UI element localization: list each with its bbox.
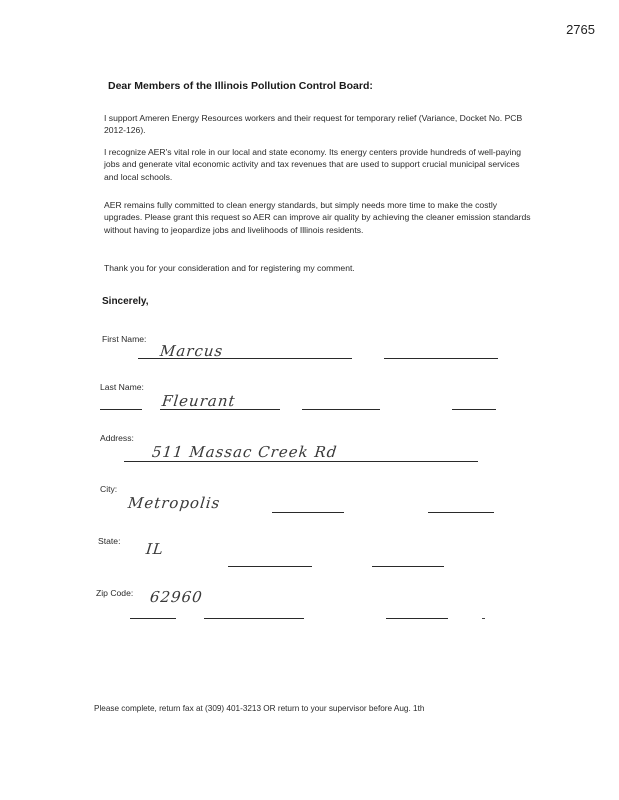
city-line-extra (428, 512, 494, 513)
paragraph-recognize: I recognize AER's vital role in our local and state economy. Its energy centers provide hundreds of well-paying jobs and generate vital economic activity and tax revenues that are used to support crucial municipal services and local schools. (104, 147, 522, 182)
state-value[interactable]: IL (145, 540, 165, 558)
paragraph-commitment: AER remains fully committed to clean energy standards, but simply needs more time to make the costly upgrades. Please grant this request so AER can improve air quality by achieving the cleaner emission standards without having to jeopardize jobs and livelihoods of Illinois residents. (104, 200, 531, 235)
state-line (228, 566, 312, 567)
city-line (272, 512, 344, 513)
scan-mark (482, 618, 485, 619)
state-line-extra (372, 566, 444, 567)
address-value[interactable]: 511 Massac Creek Rd (151, 443, 339, 461)
last-name-line (160, 409, 280, 410)
city-label: City: (100, 484, 118, 494)
state-label: State: (98, 536, 121, 546)
zip-line (204, 618, 304, 619)
first-name-line-extra (384, 358, 498, 359)
last-name-line-end (452, 409, 496, 410)
zip-line-lead (130, 618, 176, 619)
last-name-line-lead (100, 409, 142, 410)
last-name-value[interactable]: Fleurant (161, 392, 237, 410)
footer-instructions: Please complete, return fax at (309) 401-3213 OR return to your supervisor before Aug. 1th (94, 704, 425, 713)
paragraph-support: I support Ameren Energy Resources workers and their request for temporary relief (Variance, Docket No. PCB 2012-126). (104, 113, 523, 136)
first-name-line (138, 358, 352, 359)
last-name-label: Last Name: (100, 382, 144, 392)
closing: Sincerely, (102, 296, 149, 307)
address-label: Address: (100, 433, 134, 443)
first-name-label: First Name: (102, 334, 147, 344)
city-value[interactable]: Metropolis (127, 494, 222, 512)
zip-line-extra (386, 618, 448, 619)
zip-value[interactable]: 62960 (149, 588, 204, 606)
paragraph-thanks: Thank you for your consideration and for registering my comment. (104, 263, 355, 273)
address-line (124, 461, 478, 462)
page-number: 2765 (566, 22, 595, 37)
zip-label: Zip Code: (96, 588, 134, 598)
salutation: Dear Members of the Illinois Pollution Control Board: (108, 80, 373, 92)
first-name-value[interactable]: Marcus (159, 342, 225, 360)
last-name-line-extra (302, 409, 380, 410)
